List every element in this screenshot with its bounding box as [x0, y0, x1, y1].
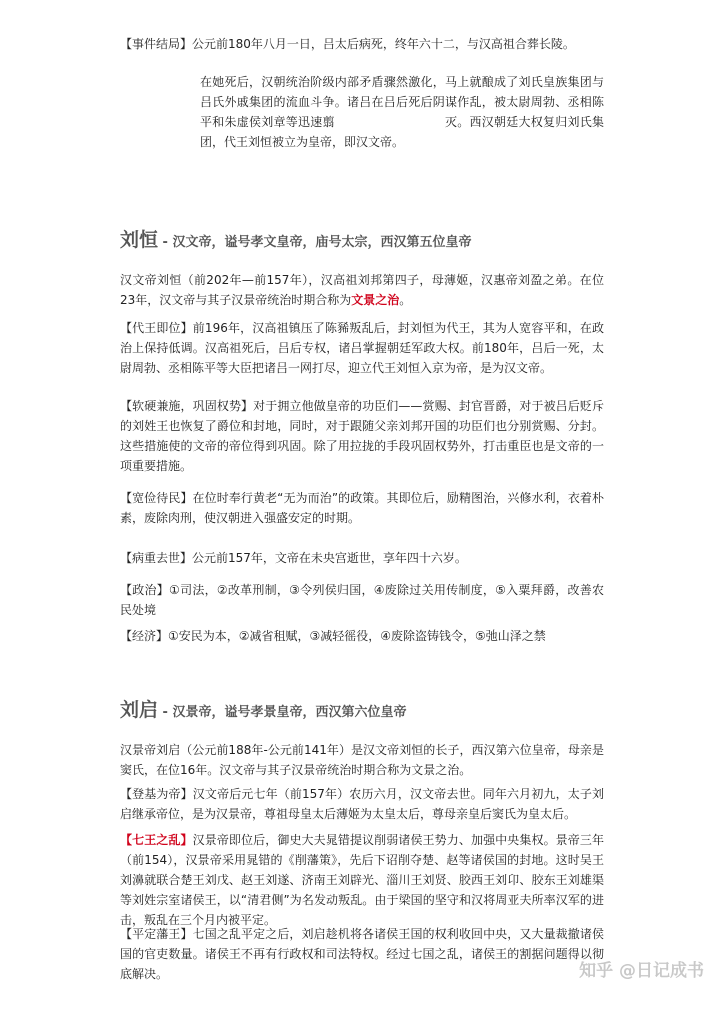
- paragraph-liuheng-intro: [120, 270, 604, 310]
- paragraph-jingji: 【经济】①安民为本，②减省租赋，③减轻徭役，④废除盗铸钱令，⑤弛山泽之禁: [120, 629, 546, 643]
- paragraph-ruanying: 【软硬兼施，巩固权势】对于拥立他做皇帝的功臣们——赏赐、封官晋爵，对于被吕后贬斥的刘姓王也恢复了爵位和封地，同时，对于跟随父亲刘邦开国的功臣们也分别赏赐、分封。这些措施使的文帝的帝位得到巩固。除了用拉拢的手段巩固权势外，打击重臣也是文帝的一项重要措施。: [120, 399, 604, 473]
- paragraph-daiwang: 【代王即位】前196年，汉高祖镇压了陈豨叛乱后，封刘恒为代王，其为人宽容平和，在政治上保持低调。汉高祖死后，吕后专权，诸吕掌握朝廷军政大权。前180年，吕后一死，太尉周勃、丞相陈平等大臣把诸吕一网打尽，迎立代王刘恒入京为帝，是为汉文帝。: [120, 321, 604, 375]
- heading-liuheng-name: 刘恒: [120, 229, 159, 251]
- paragraph-liuqi-intro: 汉景帝刘启（公元前188年-公元前141年）是汉文帝刘恒的长子，西汉第六位皇帝，母亲是窦氏，在位16年。汉文帝与其子汉景帝统治时期合称为文景之治。: [120, 743, 604, 777]
- highlight-wenjing: 文景之治: [351, 293, 400, 307]
- paragraph-zhengzhi: 【政治】①司法，②改革刑制，③令列侯归国，④废除过关用传制度，⑤入粟拜爵，改善农民处境: [120, 583, 604, 617]
- heading-liuheng: [120, 230, 471, 253]
- paragraph-kuanyi: 【宽俭待民】在位时奉行黄老“无为而治”的政策。其即位后，励精图治，兴修水利，衣着朴素，废除肉刑，使汉朝进入强盛安定的时期。: [120, 491, 604, 525]
- paragraph-after-death: [120, 72, 604, 152]
- heading-liuqi-name: 刘启: [120, 699, 159, 721]
- intro-text: 汉文帝刘恒（前202年—前157年），汉高祖刘邦第四子，母薄姬，汉惠帝刘盈之弟。在位23年，汉文帝与其子汉景帝统治时期合称为: [120, 273, 604, 307]
- paragraph-after-death-part2: 灭。西汉朝廷大权复归刘氏集团，代王刘恒被立为皇帝，即汉文帝。: [200, 115, 604, 149]
- intro-end: 。: [399, 293, 412, 307]
- heading-liuqi: [120, 700, 406, 723]
- paragraph-after-death-part1: 在她死后，汉朝统治阶级内部矛盾骤然激化，马上就酿成了刘氏皇族集团与吕氏外戚集团的流血斗争。诸吕在吕后死后阴谋作乱，被太尉周勃、丞相陈平和朱虚侯刘章等迅速翦: [200, 75, 604, 129]
- qiwang-body: 汉景帝即位后，御史大夫晁错提议削弱诸侯王势力、加强中央集权。景帝三年（前154），汉景帝采用晁错的《削藩策》，先后下诏削夺楚、赵等诸侯国的封地。这时吴王刘濞就联合楚王刘戊、赵王刘遂、济南王刘辟光、淄川王刘贤、胶西王刘卬、胶东王刘雄渠等刘姓宗室诸侯王，以“清君侧”为名发动叛乱。由于梁国的坚守和汉将周亚夫所率汉军的进击，叛乱在三个月内被平定。: [120, 833, 604, 927]
- watermark: 知乎 @日记成书: [579, 961, 704, 981]
- paragraph-event-outcome: 【事件结局】公元前180年八月一日，吕太后病死，终年六十二，与汉高祖合葬长陵。: [120, 37, 575, 51]
- paragraph-pingding: 【平定藩王】七国之乱平定之后，刘启趁机将各诸侯王国的权利收回中央，又大量裁撤诸侯国的官吏数量。诸侯王不再有行政权和司法特权。经过七国之乱，诸侯王的割据问题得以彻底解决。: [120, 927, 604, 981]
- paragraph-qiwang: [120, 830, 604, 930]
- heading-liuheng-subtitle: - 汉文帝，谥号孝文皇帝，庙号太宗，西汉第五位皇帝: [158, 235, 472, 250]
- highlight-qiwang: 【七王之乱】: [120, 833, 193, 847]
- paragraph-dengji: 【登基为帝】汉文帝后元七年（前157年）农历六月，汉文帝去世。同年六月初九，太子刘启继承帝位，是为汉景帝，尊祖母皇太后薄姬为太皇太后，尊母亲皇后窦氏为皇太后。: [120, 787, 604, 821]
- heading-liuqi-subtitle: - 汉景帝，谥号孝景皇帝，西汉第六位皇帝: [158, 705, 407, 720]
- paragraph-bingzhong: 【病重去世】公元前157年，文帝在未央宫逝世，享年四十六岁。: [120, 551, 467, 565]
